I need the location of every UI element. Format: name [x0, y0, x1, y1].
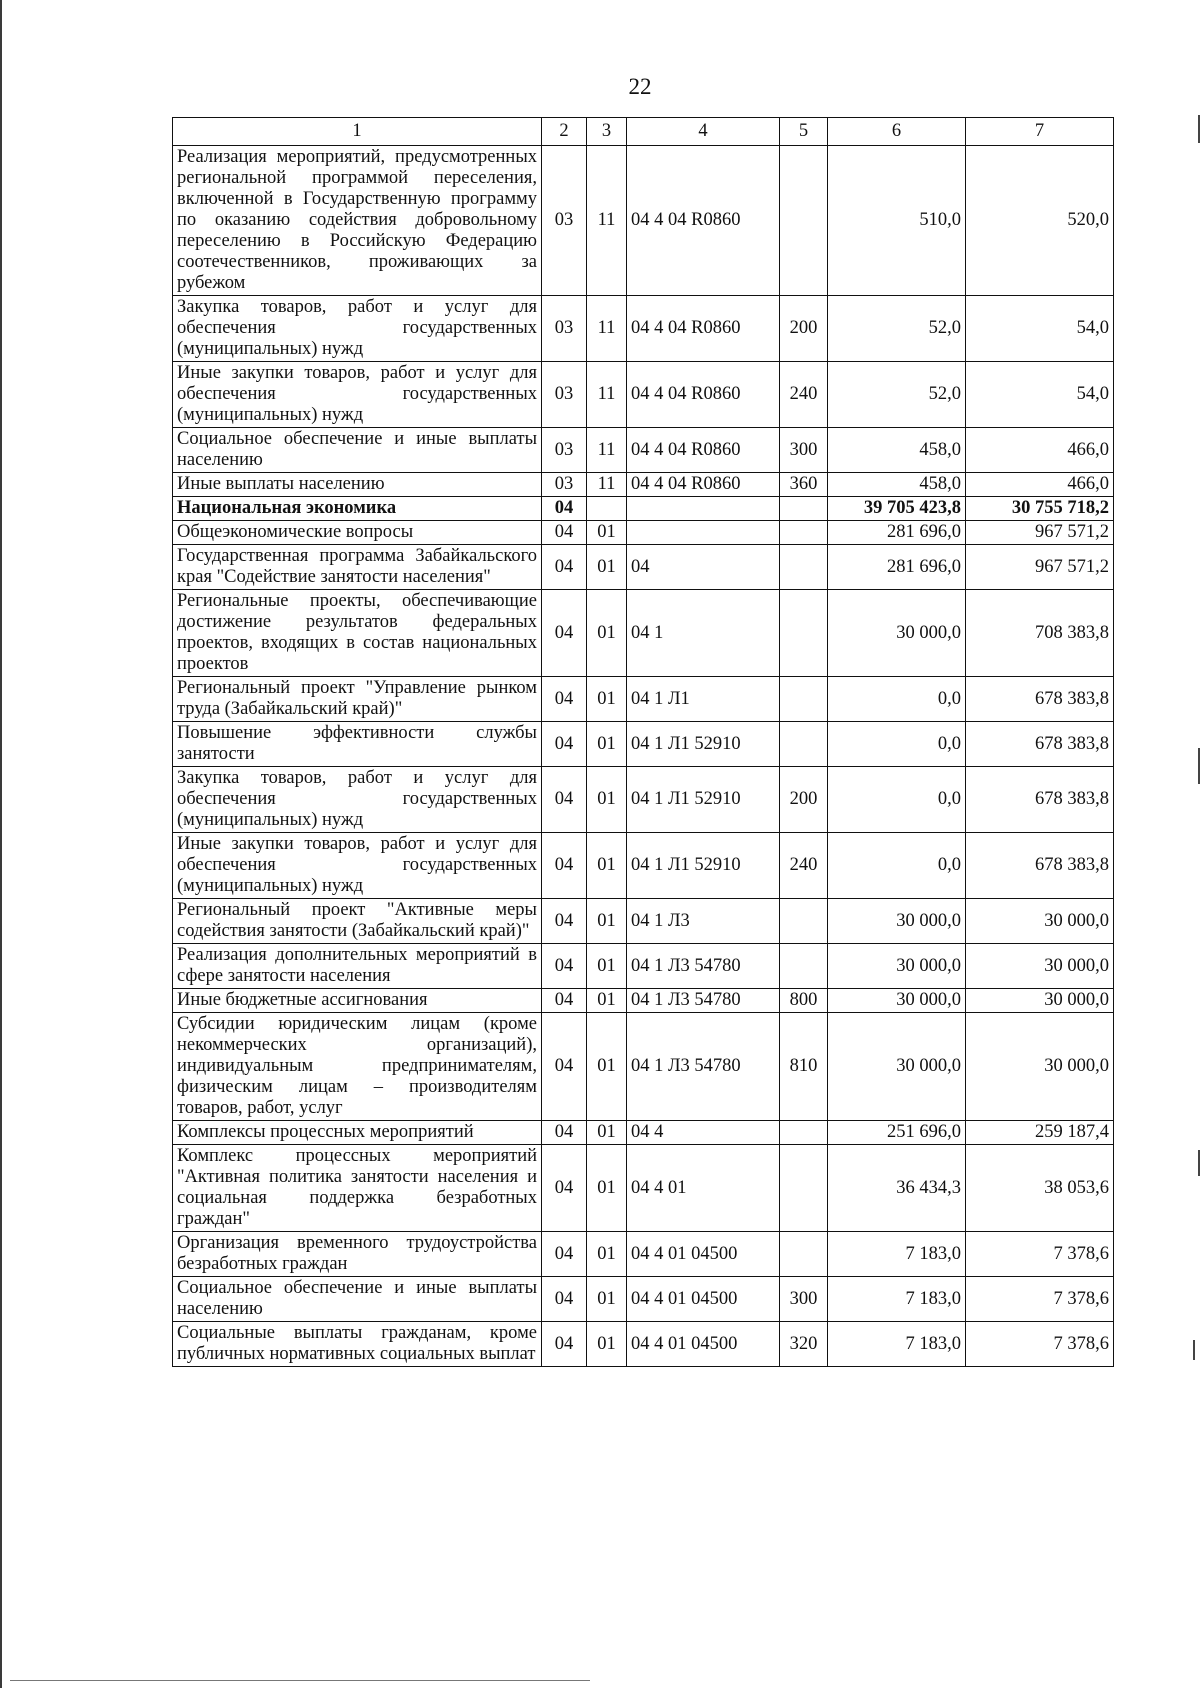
table-row — [173, 722, 1114, 767]
section-code-cell: 04 — [542, 1145, 587, 1232]
expense-type-cell — [780, 497, 828, 521]
expense-type-cell — [780, 722, 828, 767]
column-header: 6 — [828, 118, 966, 146]
amount-year1-cell: 30 000,0 — [828, 590, 966, 677]
table-row — [173, 362, 1114, 428]
page-number: 22 — [628, 74, 652, 99]
amount-year1-cell: 458,0 — [828, 428, 966, 473]
amount-year2-cell: 38 053,6 — [966, 1145, 1114, 1232]
row-name-cell: Иные закупки товаров, работ и услуг для обеспечения государственных (муниципальных) нужд — [173, 833, 542, 899]
target-article-cell: 04 4 01 — [627, 1145, 780, 1232]
subsection-code-cell: 01 — [587, 1121, 627, 1145]
table-row — [173, 497, 1114, 521]
scan-left-edge — [0, 0, 2, 1688]
column-header: 5 — [780, 118, 828, 146]
table-row — [173, 1232, 1114, 1277]
section-code-cell: 03 — [542, 428, 587, 473]
table-row — [173, 1013, 1114, 1121]
subsection-code-cell: 01 — [587, 1232, 627, 1277]
row-name-cell: Общеэкономические вопросы — [173, 521, 542, 545]
section-code-cell: 04 — [542, 944, 587, 989]
target-article-cell: 04 4 — [627, 1121, 780, 1145]
amount-year2-cell: 967 571,2 — [966, 521, 1114, 545]
amount-year1-cell: 0,0 — [828, 767, 966, 833]
target-article-cell: 04 1 Л1 — [627, 677, 780, 722]
table-row — [173, 521, 1114, 545]
subsection-code-cell: 01 — [587, 899, 627, 944]
amount-year1-cell: 510,0 — [828, 146, 966, 296]
amount-year2-cell: 30 000,0 — [966, 1013, 1114, 1121]
target-article-cell: 04 1 Л1 52910 — [627, 722, 780, 767]
target-article-cell: 04 4 01 04500 — [627, 1232, 780, 1277]
column-header: 2 — [542, 118, 587, 146]
target-article-cell: 04 1 Л1 52910 — [627, 767, 780, 833]
amount-year2-cell: 678 383,8 — [966, 833, 1114, 899]
expense-type-cell — [780, 146, 828, 296]
amount-year2-cell: 708 383,8 — [966, 590, 1114, 677]
amount-year1-cell: 0,0 — [828, 722, 966, 767]
amount-year2-cell: 259 187,4 — [966, 1121, 1114, 1145]
subsection-code-cell: 11 — [587, 146, 627, 296]
target-article-cell: 04 4 04 R0860 — [627, 473, 780, 497]
expense-type-cell — [780, 677, 828, 722]
table-row — [173, 1145, 1114, 1232]
amount-year1-cell: 52,0 — [828, 296, 966, 362]
amount-year1-cell: 30 000,0 — [828, 944, 966, 989]
target-article-cell: 04 1 Л3 54780 — [627, 944, 780, 989]
table-row — [173, 677, 1114, 722]
row-name-cell: Реализация дополнительных мероприятий в сфере занятости населения — [173, 944, 542, 989]
table-row — [173, 1277, 1114, 1322]
table-body — [173, 146, 1114, 1367]
expense-type-cell — [780, 944, 828, 989]
row-name-cell: Социальные выплаты гражданам, кроме публичных нормативных социальных выплат — [173, 1322, 542, 1367]
expense-type-cell: 810 — [780, 1013, 828, 1121]
table-row — [173, 545, 1114, 590]
amount-year2-cell: 54,0 — [966, 362, 1114, 428]
expense-type-cell: 200 — [780, 296, 828, 362]
target-article-cell: 04 4 01 04500 — [627, 1277, 780, 1322]
target-article-cell: 04 1 Л1 52910 — [627, 833, 780, 899]
scan-mark — [1193, 1340, 1195, 1360]
amount-year2-cell: 466,0 — [966, 473, 1114, 497]
table-row — [173, 590, 1114, 677]
amount-year1-cell: 281 696,0 — [828, 545, 966, 590]
section-code-cell: 04 — [542, 989, 587, 1013]
amount-year2-cell: 30 755 718,2 — [966, 497, 1114, 521]
target-article-cell: 04 1 Л3 — [627, 899, 780, 944]
section-code-cell: 04 — [542, 1232, 587, 1277]
target-article-cell: 04 — [627, 545, 780, 590]
table-row — [173, 899, 1114, 944]
expense-type-cell — [780, 1145, 828, 1232]
row-name-cell: Региональный проект "Управление рынком труда (Забайкальский край)" — [173, 677, 542, 722]
expense-type-cell — [780, 521, 828, 545]
amount-year2-cell: 30 000,0 — [966, 899, 1114, 944]
row-name-cell: Государственная программа Забайкальского края "Содействие занятости населения" — [173, 545, 542, 590]
section-code-cell: 04 — [542, 1121, 587, 1145]
expense-type-cell — [780, 545, 828, 590]
table-row — [173, 944, 1114, 989]
amount-year1-cell: 30 000,0 — [828, 989, 966, 1013]
row-name-cell: Комплексы процессных мероприятий — [173, 1121, 542, 1145]
subsection-code-cell: 11 — [587, 428, 627, 473]
amount-year1-cell: 458,0 — [828, 473, 966, 497]
amount-year2-cell: 466,0 — [966, 428, 1114, 473]
section-code-cell: 04 — [542, 1277, 587, 1322]
subsection-code-cell: 01 — [587, 722, 627, 767]
table-row — [173, 296, 1114, 362]
subsection-code-cell: 01 — [587, 767, 627, 833]
section-code-cell: 04 — [542, 767, 587, 833]
row-name-cell: Региональные проекты, обеспечивающие достижение результатов федеральных проектов, входящих в состав национальных проектов — [173, 590, 542, 677]
amount-year2-cell: 678 383,8 — [966, 767, 1114, 833]
row-name-cell: Субсидии юридическим лицам (кроме некоммерческих организаций), индивидуальным предпринимателям, физическим лицам – производителям товаров, работ, услуг — [173, 1013, 542, 1121]
amount-year1-cell: 36 434,3 — [828, 1145, 966, 1232]
expense-type-cell: 320 — [780, 1322, 828, 1367]
amount-year1-cell: 7 183,0 — [828, 1277, 966, 1322]
row-name-cell: Региональный проект "Активные меры содействия занятости (Забайкальский край)" — [173, 899, 542, 944]
expense-type-cell: 200 — [780, 767, 828, 833]
subsection-code-cell: 01 — [587, 833, 627, 899]
section-code-cell: 03 — [542, 473, 587, 497]
amount-year1-cell: 251 696,0 — [828, 1121, 966, 1145]
subsection-code-cell: 01 — [587, 1277, 627, 1322]
scan-bottom-line — [10, 1680, 590, 1681]
table-row — [173, 1121, 1114, 1145]
subsection-code-cell — [587, 497, 627, 521]
subsection-code-cell: 01 — [587, 1322, 627, 1367]
target-article-cell: 04 4 04 R0860 — [627, 362, 780, 428]
expense-type-cell — [780, 590, 828, 677]
target-article-cell — [627, 521, 780, 545]
row-name-cell: Иные бюджетные ассигнования — [173, 989, 542, 1013]
amount-year2-cell: 967 571,2 — [966, 545, 1114, 590]
amount-year2-cell: 30 000,0 — [966, 944, 1114, 989]
expense-type-cell: 240 — [780, 362, 828, 428]
column-header: 1 — [173, 118, 542, 146]
subsection-code-cell: 01 — [587, 677, 627, 722]
target-article-cell: 04 1 Л3 54780 — [627, 1013, 780, 1121]
section-code-cell: 04 — [542, 1322, 587, 1367]
expense-type-cell — [780, 1232, 828, 1277]
amount-year1-cell: 39 705 423,8 — [828, 497, 966, 521]
target-article-cell: 04 4 04 R0860 — [627, 428, 780, 473]
expense-type-cell: 800 — [780, 989, 828, 1013]
row-name-cell: Закупка товаров, работ и услуг для обеспечения государственных (муниципальных) нужд — [173, 296, 542, 362]
amount-year1-cell: 0,0 — [828, 833, 966, 899]
row-name-cell: Социальное обеспечение и иные выплаты населению — [173, 428, 542, 473]
row-name-cell: Комплекс процессных мероприятий "Активная политика занятости населения и социальная поддержка безработных граждан" — [173, 1145, 542, 1232]
column-header: 7 — [966, 118, 1114, 146]
header-row — [173, 118, 1114, 146]
column-header: 4 — [627, 118, 780, 146]
amount-year2-cell: 678 383,8 — [966, 677, 1114, 722]
section-code-cell: 04 — [542, 677, 587, 722]
amount-year1-cell: 30 000,0 — [828, 1013, 966, 1121]
row-name-cell: Социальное обеспечение и иные выплаты населению — [173, 1277, 542, 1322]
expense-type-cell: 360 — [780, 473, 828, 497]
table-row — [173, 767, 1114, 833]
section-code-cell: 04 — [542, 722, 587, 767]
row-name-cell: Иные выплаты населению — [173, 473, 542, 497]
amount-year2-cell: 54,0 — [966, 296, 1114, 362]
column-header: 3 — [587, 118, 627, 146]
table-row — [173, 1322, 1114, 1367]
row-name-cell: Повышение эффективности службы занятости — [173, 722, 542, 767]
expense-type-cell: 300 — [780, 428, 828, 473]
amount-year2-cell: 678 383,8 — [966, 722, 1114, 767]
section-code-cell: 04 — [542, 521, 587, 545]
target-article-cell — [627, 497, 780, 521]
row-name-cell: Реализация мероприятий, предусмотренных региональной программой переселения, включенной в Государственную программу по оказанию содействия добровольному переселению в Российскую Федерацию соотечественников, проживающих за рубежом — [173, 146, 542, 296]
row-name-cell: Закупка товаров, работ и услуг для обеспечения государственных (муниципальных) нужд — [173, 767, 542, 833]
row-name-cell: Иные закупки товаров, работ и услуг для обеспечения государственных (муниципальных) нужд — [173, 362, 542, 428]
section-code-cell: 04 — [542, 899, 587, 944]
amount-year2-cell: 30 000,0 — [966, 989, 1114, 1013]
table-row — [173, 473, 1114, 497]
table-row — [173, 428, 1114, 473]
table-row — [173, 989, 1114, 1013]
section-code-cell: 03 — [542, 362, 587, 428]
expense-type-cell: 240 — [780, 833, 828, 899]
subsection-code-cell: 01 — [587, 1013, 627, 1121]
subsection-code-cell: 01 — [587, 944, 627, 989]
target-article-cell: 04 1 — [627, 590, 780, 677]
section-code-cell: 04 — [542, 497, 587, 521]
budget-table — [172, 117, 1114, 1367]
section-code-cell: 04 — [542, 833, 587, 899]
target-article-cell: 04 1 Л3 54780 — [627, 989, 780, 1013]
expense-type-cell — [780, 899, 828, 944]
subsection-code-cell: 11 — [587, 473, 627, 497]
row-name-cell: Национальная экономика — [173, 497, 542, 521]
amount-year2-cell: 7 378,6 — [966, 1277, 1114, 1322]
section-code-cell: 04 — [542, 1013, 587, 1121]
section-code-cell: 03 — [542, 146, 587, 296]
amount-year1-cell: 7 183,0 — [828, 1232, 966, 1277]
expense-type-cell: 300 — [780, 1277, 828, 1322]
amount-year1-cell: 30 000,0 — [828, 899, 966, 944]
section-code-cell: 03 — [542, 296, 587, 362]
amount-year2-cell: 520,0 — [966, 146, 1114, 296]
subsection-code-cell: 01 — [587, 989, 627, 1013]
row-name-cell: Организация временного трудоустройства безработных граждан — [173, 1232, 542, 1277]
subsection-code-cell: 11 — [587, 362, 627, 428]
amount-year1-cell: 52,0 — [828, 362, 966, 428]
target-article-cell: 04 4 04 R0860 — [627, 296, 780, 362]
subsection-code-cell: 01 — [587, 521, 627, 545]
table-row — [173, 833, 1114, 899]
expense-type-cell — [780, 1121, 828, 1145]
amount-year1-cell: 0,0 — [828, 677, 966, 722]
subsection-code-cell: 01 — [587, 545, 627, 590]
target-article-cell: 04 4 04 R0860 — [627, 146, 780, 296]
section-code-cell: 04 — [542, 545, 587, 590]
amount-year2-cell: 7 378,6 — [966, 1322, 1114, 1367]
target-article-cell: 04 4 01 04500 — [627, 1322, 780, 1367]
section-code-cell: 04 — [542, 590, 587, 677]
amount-year2-cell: 7 378,6 — [966, 1232, 1114, 1277]
subsection-code-cell: 11 — [587, 296, 627, 362]
table-row — [173, 146, 1114, 296]
amount-year1-cell: 281 696,0 — [828, 521, 966, 545]
subsection-code-cell: 01 — [587, 590, 627, 677]
subsection-code-cell: 01 — [587, 1145, 627, 1232]
amount-year1-cell: 7 183,0 — [828, 1322, 966, 1367]
